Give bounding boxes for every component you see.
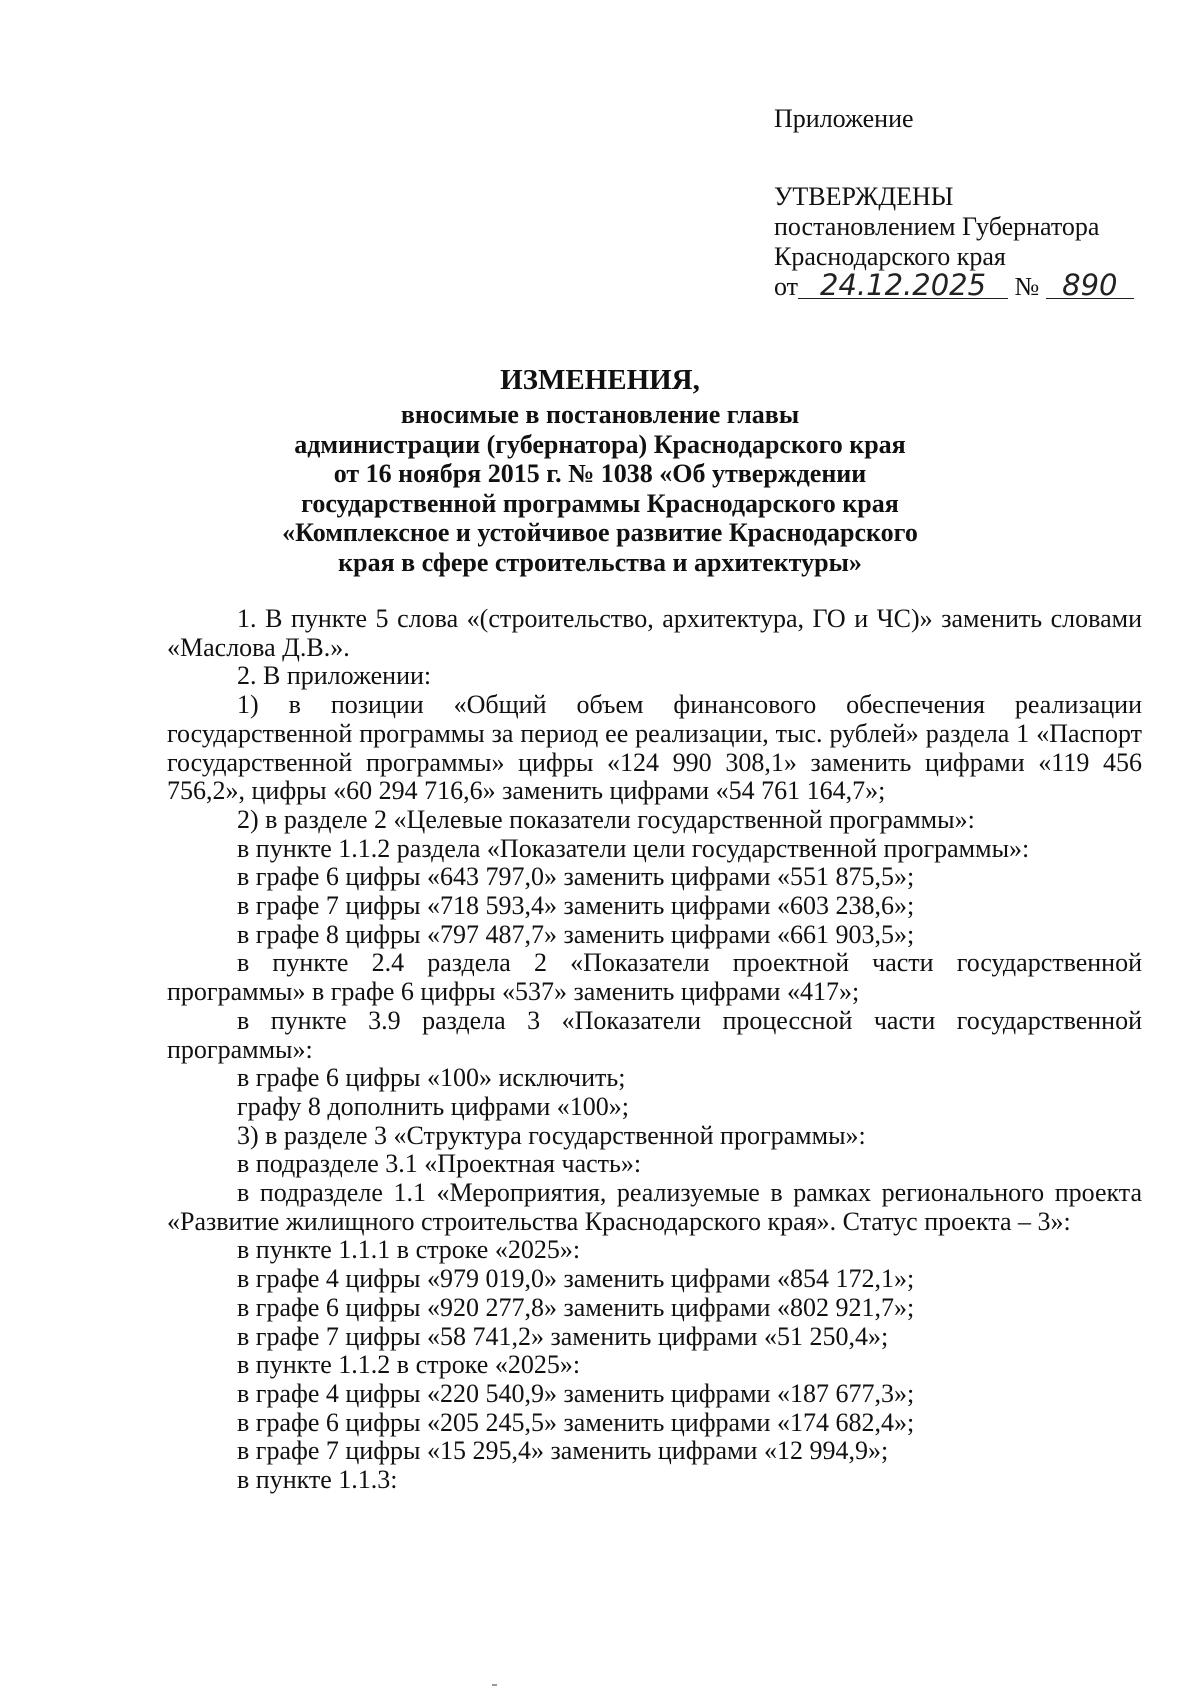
paragraph: в графе 7 цифры «58 741,2» заменить цифрами «51 250,4»; <box>237 1321 889 1351</box>
handwritten-number: 890 <box>1046 272 1134 299</box>
approved-by-line: постановлением Губернатора <box>774 212 1100 241</box>
paragraph: в графе 6 цифры «920 277,8» заменить цифрами «802 921,7»; <box>237 1292 915 1322</box>
approval-date-line <box>774 268 1174 302</box>
paragraph: в графе 6 цифры «205 245,5» заменить цифрами «174 682,4»; <box>237 1407 915 1437</box>
appendix-label: Приложение <box>774 104 914 133</box>
title-line: вносимые в постановление главы <box>400 400 800 429</box>
paragraph: 1) в позиции «Общий объем финансового обеспечения реализации государственной программы за период ее реализации, тыс. рублей» раздела 1 «Паспорт государственной программы» цифры «124 990 308,1» заменить цифрами «119 456 756,2», цифры «60 294 716,6» заменить цифрами «54 761 164,7»; <box>167 690 1142 806</box>
title-line: государственной программы Краснодарского края <box>301 488 899 518</box>
paragraph: 2) в разделе 2 «Целевые показатели государственной программы»: <box>237 804 975 834</box>
paragraph: в пункте 3.9 раздела 3 «Показатели процессной части государственной программы»: <box>167 1005 1142 1064</box>
title-line: края в сфере строительства и архитектуры» <box>338 547 862 577</box>
paragraph: 1. В пункте 5 слова «(строительство, архитектура, ГО и ЧС)» заменить словами «Маслова Д.В.». <box>167 604 1142 662</box>
handwritten-date: 24.12.2025 <box>798 272 1008 299</box>
paragraph: 3) в разделе 3 «Структура государственной программы»: <box>237 1120 866 1150</box>
paragraph: в пункте 1.1.1 в строке «2025»: <box>237 1235 581 1265</box>
approved-label: УТВЕРЖДЕНЫ <box>774 182 954 211</box>
approved-region-line: Краснодарского края <box>774 242 1006 271</box>
approval-block <box>774 104 1174 302</box>
paragraph: графу 8 дополнить цифрами «100»; <box>237 1091 630 1121</box>
title-line: «Комплексное и устойчивое развитие Краснодарского <box>282 518 918 547</box>
paragraph: в пункте 1.1.2 в строке «2025»: <box>237 1350 581 1380</box>
title-line: от 16 ноября 2015 г. № 1038 «Об утверждении <box>333 459 867 488</box>
paragraph: в подразделе 3.1 «Проектная часть»: <box>237 1149 642 1179</box>
paragraph: в графе 4 цифры «979 019,0» заменить цифрами «854 172,1»; <box>237 1264 915 1294</box>
title-line: администрации (губернатора) Краснодарского края <box>294 429 906 459</box>
title-main: ИЗМЕНЕНИЯ, <box>500 364 700 396</box>
paragraph: в пункте 1.1.3: <box>237 1465 398 1495</box>
paragraph: в графе 4 цифры «220 540,9» заменить цифрами «187 677,3»; <box>237 1378 915 1408</box>
paragraph: в графе 7 цифры «718 593,4» заменить цифрами «603 238,6»; <box>237 891 915 921</box>
date-prefix: от <box>774 272 799 301</box>
paragraph: в графе 8 цифры «797 487,7» заменить цифрами «661 903,5»; <box>237 919 915 949</box>
number-sign: № <box>1014 272 1040 301</box>
paragraph: в подразделе 1.1 «Мероприятия, реализуемые в рамках регионального проекта «Развитие жилищного строительства Краснодарского края». Статус проекта – 3»: <box>167 1178 1142 1236</box>
paragraph: в пункте 1.1.2 раздела «Показатели цели государственной программы»: <box>237 833 1030 863</box>
scan-artifact <box>492 1684 497 1686</box>
document-body <box>167 605 1142 1495</box>
paragraph: в графе 7 цифры «15 295,4» заменить цифрами «12 994,9»; <box>237 1436 889 1466</box>
paragraph: 2. В приложении: <box>237 661 432 691</box>
paragraph: в графе 6 цифры «100» исключить; <box>237 1063 626 1093</box>
document-title <box>130 365 1070 577</box>
paragraph: в графе 6 цифры «643 797,0» заменить цифрами «551 875,5»; <box>237 862 915 892</box>
paragraph: в пункте 2.4 раздела 2 «Показатели проектной части государственной программы» в графе 6 цифры «537» заменить цифрами «417»; <box>167 948 1142 1007</box>
